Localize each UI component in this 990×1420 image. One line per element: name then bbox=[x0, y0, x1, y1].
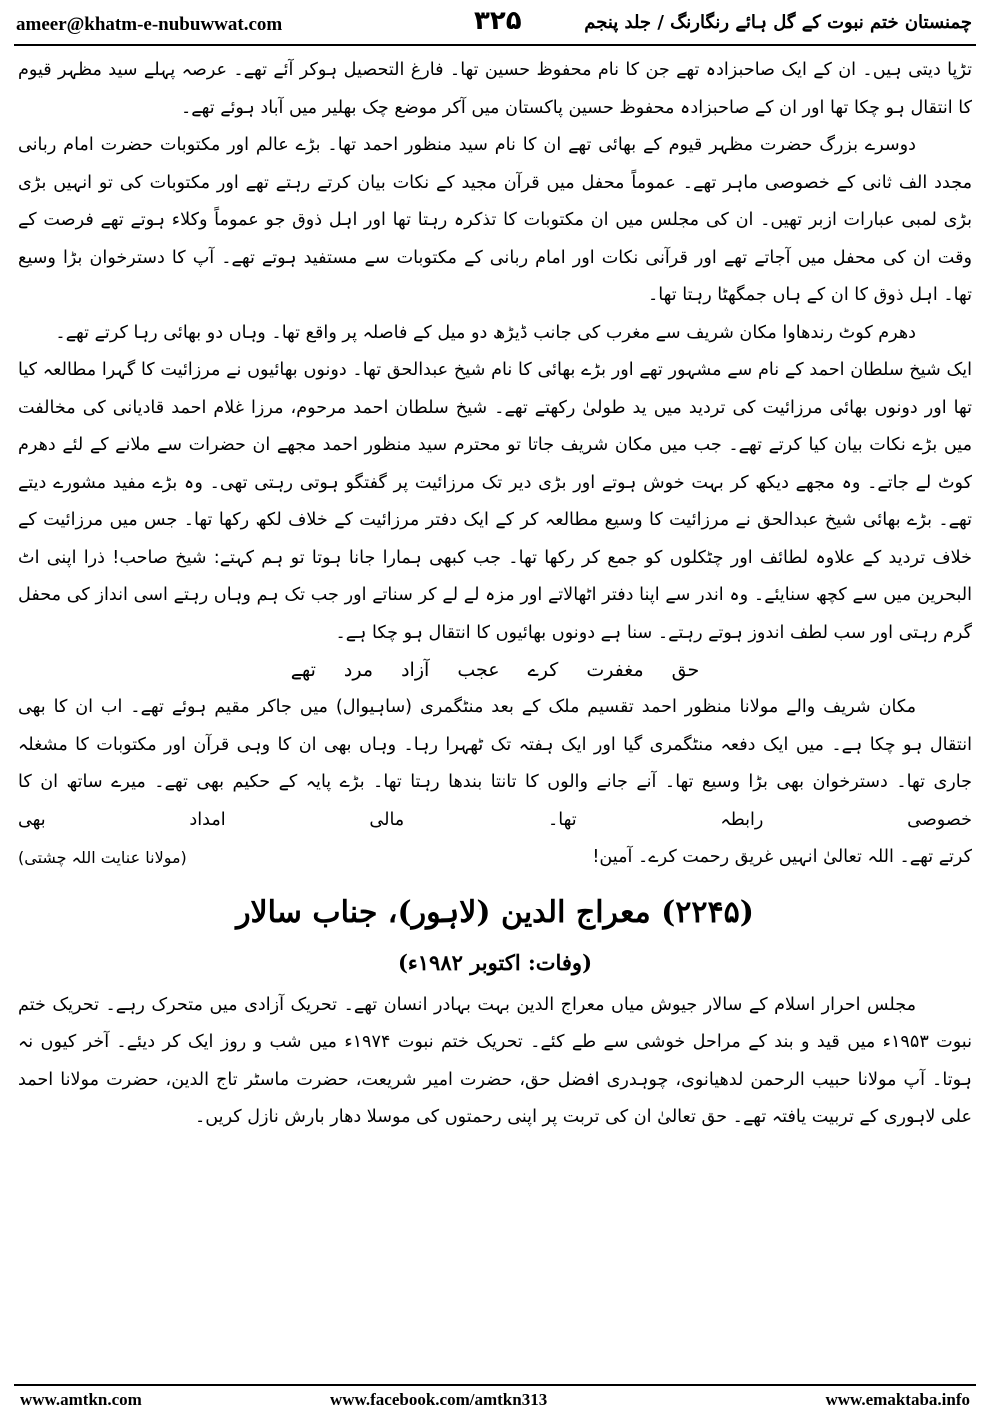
entry-heading: (۲۲۴۵) معراج الدین (لاہور)، جناب سالار bbox=[236, 894, 754, 930]
footer-rule bbox=[14, 1384, 976, 1386]
page-number: ۳۲۵ bbox=[474, 6, 522, 36]
verse-line: حق مغفرت کرے عجب آزاد مرد تھے bbox=[290, 659, 700, 681]
footer-site-amtkn[interactable]: www.amtkn.com bbox=[20, 1390, 142, 1409]
closing-line-row bbox=[18, 839, 972, 877]
page-body bbox=[18, 52, 972, 1137]
footer-site-facebook[interactable]: www.facebook.com/amtkn313 bbox=[330, 1390, 548, 1409]
author-signature: (مولانا عنایت اللہ چشتی) bbox=[18, 848, 187, 867]
header-rule bbox=[14, 44, 976, 46]
paragraph-5: مکان شریف والے مولانا منظور احمد تقسیم ملک کے بعد منٹگمری (ساہیوال) میں جاکر مقیم ہوئے تھے۔ اب ان کا بھی انتقال ہو چکا ہے۔ میں ایک دفعہ منٹگمری گیا اور ایک ہفتہ تک ٹھہرا رہا۔ وہاں بھی ان کا وہی قرآن اور مکتوبات کا مشغلہ جاری تھا۔ دسترخوان بھی بڑا وسیع تھا۔ آنے جانے والوں کا تانتا بندھا رہتا تھا۔ بڑے پایہ کے حکیم بھی تھے۔ میرے ساتھ ان کا خصوصی رابطہ تھا۔ مالی امداد بھی bbox=[18, 697, 972, 830]
entry-death-date: (وفات: اکتوبر ۱۹۸۲ء) bbox=[397, 949, 593, 975]
book-title: چمنستان ختم نبوت کے گل ہائے رنگارنگ / جلد پنجم bbox=[584, 12, 972, 33]
footer-site-emaktaba[interactable]: www.emaktaba.info bbox=[825, 1390, 970, 1409]
paragraph-6: مجلس احرار اسلام کے سالار جیوش میاں معراج الدین بہت بہادر انسان تھے۔ تحریک آزادی میں متحرک رہے۔ تحریک ختم نبوت ۱۹۵۳ء میں قید و بند کے مراحل خوشی سے طے کئے۔ تحریک ختم نبوت ۱۹۷۴ء میں شب و روز ایک کر دیئے۔ آخر کیوں نہ ہوتا۔ آپ مولانا حبیب الرحمن لدھیانوی، چوہدری افضل حق، حضرت امیر شریعت، حضرت ماسٹر تاج الدین، حضرت مولانا احمد علی لاہوری کے تربیت یافتہ تھے۔ حق تعالیٰ ان کی تربت پر اپنی رحمتوں کی موسلا دھار بارش نازل کریں۔ bbox=[18, 994, 972, 1127]
closing-line: کرتے تھے۔ اللہ تعالیٰ انہیں غریق رحمت کرے۔ آمین! bbox=[592, 847, 972, 867]
page-header bbox=[14, 6, 976, 42]
paragraph-4: ایک شیخ سلطان احمد کے نام سے مشہور تھے اور بڑے بھائی کا نام شیخ عبدالحق تھا۔ دونوں بھائیوں نے مرزائیت کا گہرا مطالعہ کیا تھا اور دونوں بھائی مرزائیت کی تردید میں ید طولیٰ رکھتے تھے۔ شیخ سلطان احمد مرحوم، مرزا غلام احمد قادیانی کی مخالفت میں بڑے نکات بیان کیا کرتے تھے۔ جب میں مکان شریف جاتا تو محترم سید منظور احمد مجھے ان حضرات سے ملانے کے لئے دھرم کوٹ لے جاتے۔ وہ مجھے دیکھ کر بہت خوش ہوتے اور بڑی دیر تک مرزائیت پر گفتگو ہوتی رہتی تھی۔ وہ بڑے مفید مشورے دیتے تھے۔ بڑے بھائی شیخ عبدالحق نے مرزائیت کا وسیع مطالعہ کر کے ایک دفتر مرزائیت کے خلاف لکھ رکھا تھا۔ جس میں مرزائیت کے خلاف تردید کے علاوہ لطائف اور چٹکلوں کو جمع کر رکھا تھا۔ جب کبھی ہمارا جانا ہوتا تو ہم کہتے: شیخ صاحب! ذرا اپنی اٹ البحرین میں سے کچھ سنایئے۔ وہ اندر سے اپنا دفتر اٹھالاتے اور مزہ لے لے کر سناتے اور جب تک ہم وہاں رہتے اسی انداز کی محفل گرم رہتی اور سب لطف اندوز ہوتے رہتے۔ سنا ہے دونوں بھائیوں کا انتقال ہو چکا ہے۔ bbox=[18, 360, 972, 643]
header-email: ameer@khatm-e-nubuwwat.com bbox=[16, 14, 283, 35]
paragraph-3: دھرم کوٹ رندھاوا مکان شریف سے مغرب کی جانب ڈیڑھ دو میل کے فاصلہ پر واقع تھا۔ وہاں دو بھائی رہا کرتے تھے۔ bbox=[55, 322, 916, 343]
paragraph-1: تڑپا دیتی ہیں۔ ان کے ایک صاحبزادہ تھے جن کا نام محفوظ حسین تھا۔ فارغ التحصیل ہوکر آئے تھے۔ عرصہ پہلے سید مظہر قیوم کا انتقال ہو چکا تھا اور ان کے صاحبزادہ محفوظ حسین پاکستان میں آکر موضع چک بھلیر میں آباد ہوئے تھے۔ bbox=[18, 60, 972, 118]
paragraph-2: دوسرے بزرگ حضرت مظہر قیوم کے بھائی تھے ان کا نام سید منظور احمد تھا۔ بڑے عالم اور مکتوبات حضرت امام ربانی مجدد الف ثانی کے خصوصی ماہر تھے۔ عموماً محفل میں قرآن مجید کے نکات بیان کرتے رہتے تھے اور مکتوبات کی تو انہیں بڑی بڑی لمبی عبارات ازبر تھیں۔ ان کی مجلس میں ان مکتوبات کا تذکرہ رہتا تھا اور اہل ذوق جو عموماً وکلاء ہوتے تھے فرصت کے وقت ان کی محفل میں آجاتے تھے اور قرآنی نکات اور امام ربانی کے مکتوبات سے مستفید ہوتے تھے۔ آپ کا دسترخوان بڑا وسیع تھا۔ اہل ذوق کا ان کے ہاں جمگھٹا رہتا تھا۔ bbox=[18, 135, 972, 305]
page-footer bbox=[14, 1390, 976, 1416]
